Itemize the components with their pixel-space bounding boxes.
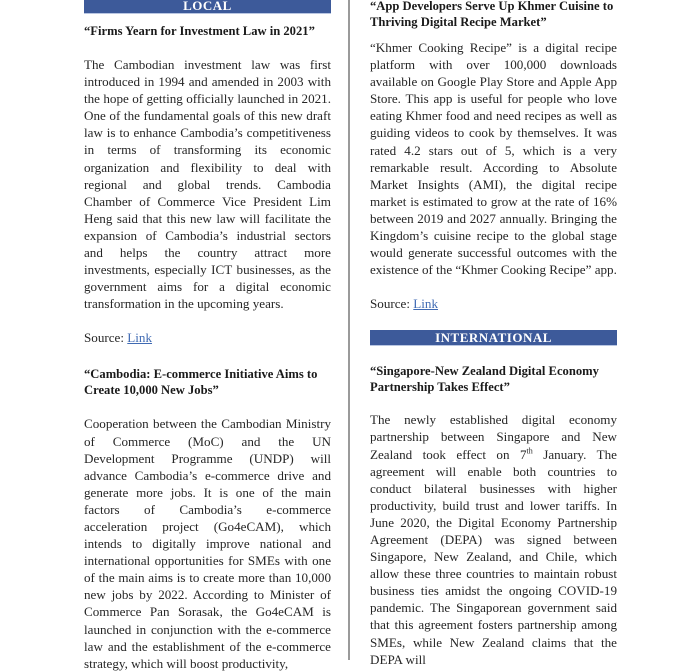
left-column [84, 0, 331, 672]
article-source [84, 329, 331, 346]
article-body: Cooperation between the Cambodian Ministry of Commerce (MoC) and the UN Development Programme (UNDP) will advance Cambodia’s e-commerce drive and generate more jobs. It is one of the main factors of Cambodia’s e-commerce acceleration project (Go4eCAM), which intends to digitally improve national and international opportunities for SMEs with one of the main aims is to create more than 10,000 new jobs by 2022. According to Minister of Commerce Pan Sorasak, the Go4eCAM is launched in conjunction with the e-commerce law and the establishment of the e-commerce strategy, which will boost productivity, [84, 416, 331, 671]
article-headline: “Singapore-New Zealand Digital Economy Partnership Takes Effect” [370, 364, 599, 395]
section-header-international: INTERNATIONAL [370, 330, 617, 346]
source-label: Source: [84, 330, 128, 346]
column-divider [348, 0, 350, 660]
ordinal-suffix: th [526, 446, 533, 456]
article-source [370, 295, 617, 312]
source-link[interactable]: Link [127, 330, 153, 346]
article-body-part1: The newly established digital economy partnership between Singapore and New Zealand took effect on 7 [370, 412, 617, 462]
article-body [370, 411, 617, 667]
source-link[interactable]: Link [413, 296, 439, 312]
section-header-local: LOCAL [84, 0, 331, 14]
article-body-part2: January. The agreement will enable both countries to conduct bilateral businesses with higher productivity, build trust and lower tariffs. In June 2020, the Digital Economy Partnership Agreement (DEPA) was signed between Singapore, New Zealand, and Chile, which allow these three countries to maintain robust business ties amidst the ongoing COVID-19 pandemic. The Singaporean government said that this agreement fosters partnership among SMEs, while New Zealand claims that the DEPA will [370, 446, 617, 667]
article-body: The Cambodian investment law was first introduced in 1994 and amended in 2003 with the hope of getting officially launched in 2021. One of the fundamental goals of this new draft law is to enhance Cambodia’s competitiveness in terms of transforming its economic organization and flexibility to deal with regional and global trends. Cambodia Chamber of Commerce Vice President Lim Heng said that this new law will facilitate the expansion of Cambodia’s industrial sectors and helps the country attract more investments, especially ICT businesses, as the government aims for a digital economic transformation in the upcoming years. [84, 57, 331, 312]
article-body: “Khmer Cooking Recipe” is a digital recipe platform with over 100,000 downloads available on Google Play Store and Apple App Store. This app is useful for people who love eating Khmer food and need recipes as well as guiding videos to cook by themselves. It was rated 4.2 stars out of 5, which is a very remarkable result. According to Absolute Market Insights (AMI), the digital recipe market is estimated to grow at the rate of 16% between 2019 and 2027 annually. Bringing the Kingdom’s cuisine recipe to the global stage would generate successful outcomes with the existence of the “Khmer Cooking Recipe” app. [370, 40, 617, 278]
right-column [370, 0, 617, 668]
article-headline: “Cambodia: E-commerce Initiative Aims to Create 10,000 New Jobs” [84, 367, 318, 398]
article-headline: “Firms Yearn for Investment Law in 2021” [84, 24, 315, 38]
source-label: Source: [370, 296, 414, 312]
article-headline: “App Developers Serve Up Khmer Cuisine to Thriving Digital Recipe Market” [370, 0, 614, 29]
